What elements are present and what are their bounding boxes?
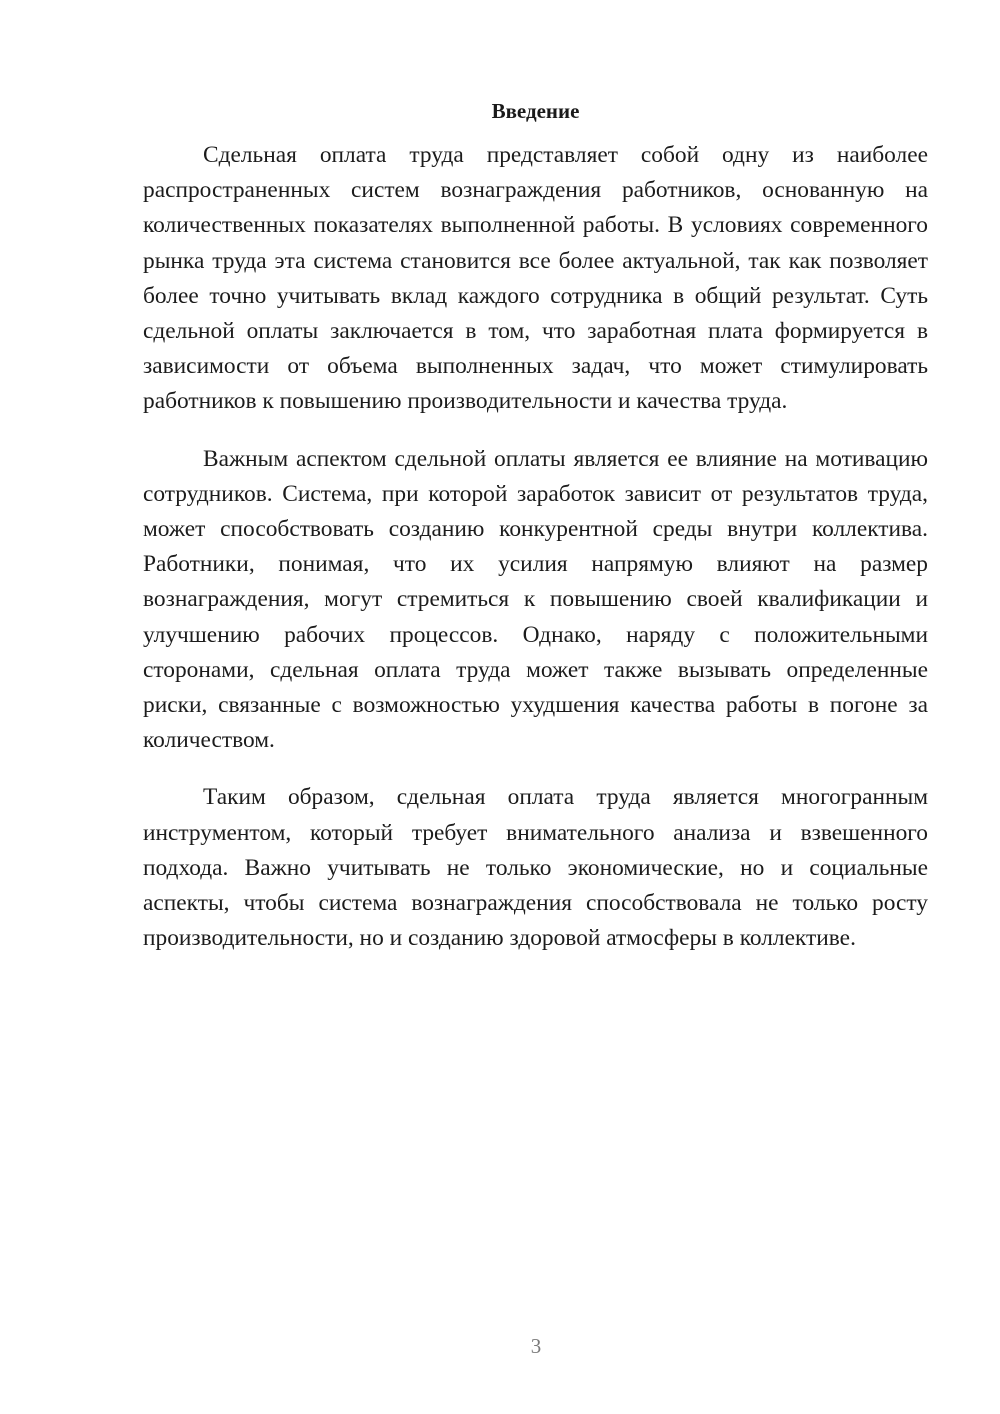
paragraph-2: Важным аспектом сдельной оплаты является ее влияние на мотивацию сотрудников. Система, при которой заработок зависит от результатов труда, может способствовать созданию конкурентной среды внутри коллектива. Работники, понимая, что их усилия напрямую влияют на размер вознаграждения, могут стремиться к повышению своей квалификации и улучшению рабочих процессов. Однако, наряду с положительными сторонами, сдельная оплата труда может также вызывать определенные риски, связанные с возможностью ухудшения качества работы в погоне за количеством. <box>143 445 928 754</box>
paragraph-3: Таким образом, сдельная оплата труда является многогранным инструментом, который требует внимательного анализа и взвешенного подхода. Важно учитывать не только экономические, но и социальные аспекты, чтобы система вознаграждения способствовала не только росту производительности, но и созданию здоровой атмосферы в коллективе. <box>143 784 928 952</box>
page-content <box>143 96 928 978</box>
section-heading: Введение <box>491 99 580 123</box>
page-number: 3 <box>530 1334 542 1358</box>
paragraph-1: Сдельная оплата труда представляет собой одну из наиболее распространенных систем вознаграждения работников, основанную на количественных показателях выполненной работы. В условиях современного рынка труда эта система становится все более актуальной, так как позволяет более точно учитывать вклад каждого сотрудника в общий результат. Суть сдельной оплаты заключается в том, что заработная плата формируется в зависимости от объема выполненных задач, что может стимулировать работников к повышению производительности и качества труда. <box>143 142 928 415</box>
